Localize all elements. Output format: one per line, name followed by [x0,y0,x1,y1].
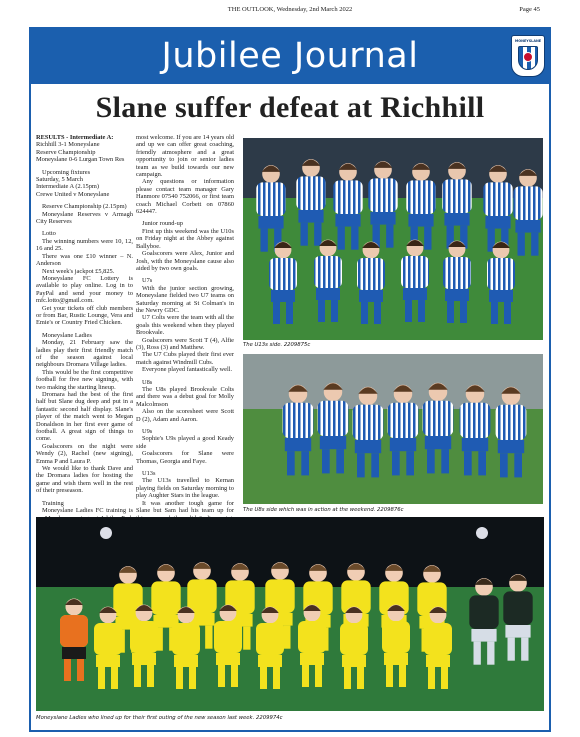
article-paragraph: Reserve Championship (2.15pm) [42,203,127,211]
folio-page-number: Page 45 [519,6,540,13]
ladies-team-photo [36,517,544,711]
article-paragraph: U7 Colts were the team with all the goals this weekend when they played Brookvale. [136,314,234,337]
article-paragraph: Any questions or information please contact team manager Gary Hanmore 07540 752066, or first team coach Michael Corbett on 07860 624447. [136,178,234,216]
u8s-team-photo [243,354,543,504]
crest-ball-icon [523,52,533,62]
article-paragraph: Goalscorers were Scott T (4), Alfie (3), Ross (3) and Matthew. [136,336,234,351]
article-paragraph: There was one £10 winner – N. Anderson [36,252,133,268]
ladies-photo-caption: Moneyslane Ladies who lined up for their first outing of the new season last week. 2209974c [36,715,283,721]
folio-date: THE OUTLOOK, Wednesday, 2nd March 2022 [227,6,353,13]
article-paragraph: Moneyslane Ladies [42,331,92,339]
article-paragraph: Upcoming fixtures [42,168,91,176]
section-title: Jubilee Journal [161,36,419,76]
article-paragraph: It was another tough game for Slane but Sam had his team up for [136,499,234,515]
article-paragraph: Get your tickets off club members or from Bar, Rustic Lounge, Vera and Emie's or Country Fried Chicken. [36,304,133,327]
article-paragraph: Moneyslane Ladies FC training is [42,507,133,515]
section-banner [31,29,549,84]
text-column-2 [136,134,234,544]
crest-text: MONEYSLANE [514,39,542,43]
article-paragraph: This would be the first competitive football for five new signings, with two making the starting lineup. [36,368,133,391]
article-paragraph: U7s [142,277,153,285]
article-paragraph: Moneyslane FC Lottery is available to play online. Log in to PayPal and send your money to mfc.lotto@gmail.com. [36,274,133,305]
article-paragraph: U9s [142,428,153,436]
article-paragraph: The U13s travelled to Kernan playing fields on Saturday morning to play Aughter Stars in the league. [136,477,234,500]
article-paragraph: Moneyslane 0-6 Lurgan Town Res [36,156,125,164]
article-paragraph: most welcome. If you are 14 years old and up we can offer great coaching, friendly atmosphere and a great opportunity to join or senior ladies team as we build towards our new campaign. [136,134,234,179]
article-headline: Slane suffer defeat at Richhill [95,91,485,124]
article-paragraph: Sophie's U9s played a good Keady side [136,435,234,450]
article-paragraph: The U7 Cubs played their first ever match against Windmill Cubs. [136,351,234,366]
article-paragraph: Goalscorers were Alex, Junior and Josh, with the Moneyslane cause also aided by two own goals. [136,250,234,272]
article-paragraph: Reserve Championship [36,148,96,156]
article-paragraph: We would like to thank Dave and the Dromara ladies for hosting the game and wish them well in the rest of their preseason. [36,465,133,495]
article-paragraph: RESULTS - Intermediate A: [36,134,114,141]
text-column-1 [36,134,133,552]
article-paragraph: First up this weekend was the U10s on Friday night at the Abbey against Ballyboe. [136,227,234,250]
club-crest-logo [511,35,545,77]
article-frame [29,27,551,732]
article-paragraph: Training [42,499,64,507]
article-paragraph: Junior round-up [142,220,184,228]
article-paragraph: Crewe United v Moneyslane [36,190,110,198]
u8s-photo-caption: The U8s side which was in action at the weekend. 2209876c [243,507,404,513]
article-paragraph: Next week's jackpot £5,825. [42,267,115,275]
page-folio [0,6,580,18]
article-paragraph: With the junior section growing, Moneyslane fielded two U7 teams on Saturday morning at St Colman's in the Newry GDC. [136,284,234,314]
article-paragraph: U8s [142,378,153,386]
article-paragraph: U13s [142,470,156,478]
article-paragraph: The winning numbers were 10, 12, 16 and 25. [36,237,133,253]
article-paragraph: Everyone played fantastically well. [142,366,233,374]
article-paragraph: Monday, 21 February saw the ladies play their first friendly match of the season against local neighbours Dromara Village ladies. [36,339,133,369]
u13s-photo-caption: The U13s side. 2209875c [243,342,311,348]
article-paragraph: Goalscorers for Slane were Thomas, Georgia and Faye. [136,450,234,465]
article-paragraph: Lotto [42,230,56,238]
u13s-team-photo [243,138,543,340]
article-paragraph: Also on the scoresheet were Scott D (2), Adam and Aaron. [136,408,234,423]
article-paragraph: The U8s played Brookvale Colts and there was a debut goal for Molly Malcolmson [136,386,234,408]
article-paragraph: Richhill 3-1 Moneyslane [36,141,100,149]
article-paragraph: Goalscorers on the night were Wendy (2), Rachel (new signing), Emma P and Laura P. [36,442,133,465]
article-paragraph: Dromara had the best of the first half but Slane dug deep and put in a fantastic second half display. Slane's player of the match went to Megan Donaldson in her first ever game of football. A great sign of things to come. [36,391,133,443]
article-paragraph: Moneyslane Reserves v Armagh City Reserves [36,210,133,226]
article-paragraph: Saturday, 5 March [36,176,83,184]
article-paragraph: Intermediate A (2.15pm) [36,183,100,191]
